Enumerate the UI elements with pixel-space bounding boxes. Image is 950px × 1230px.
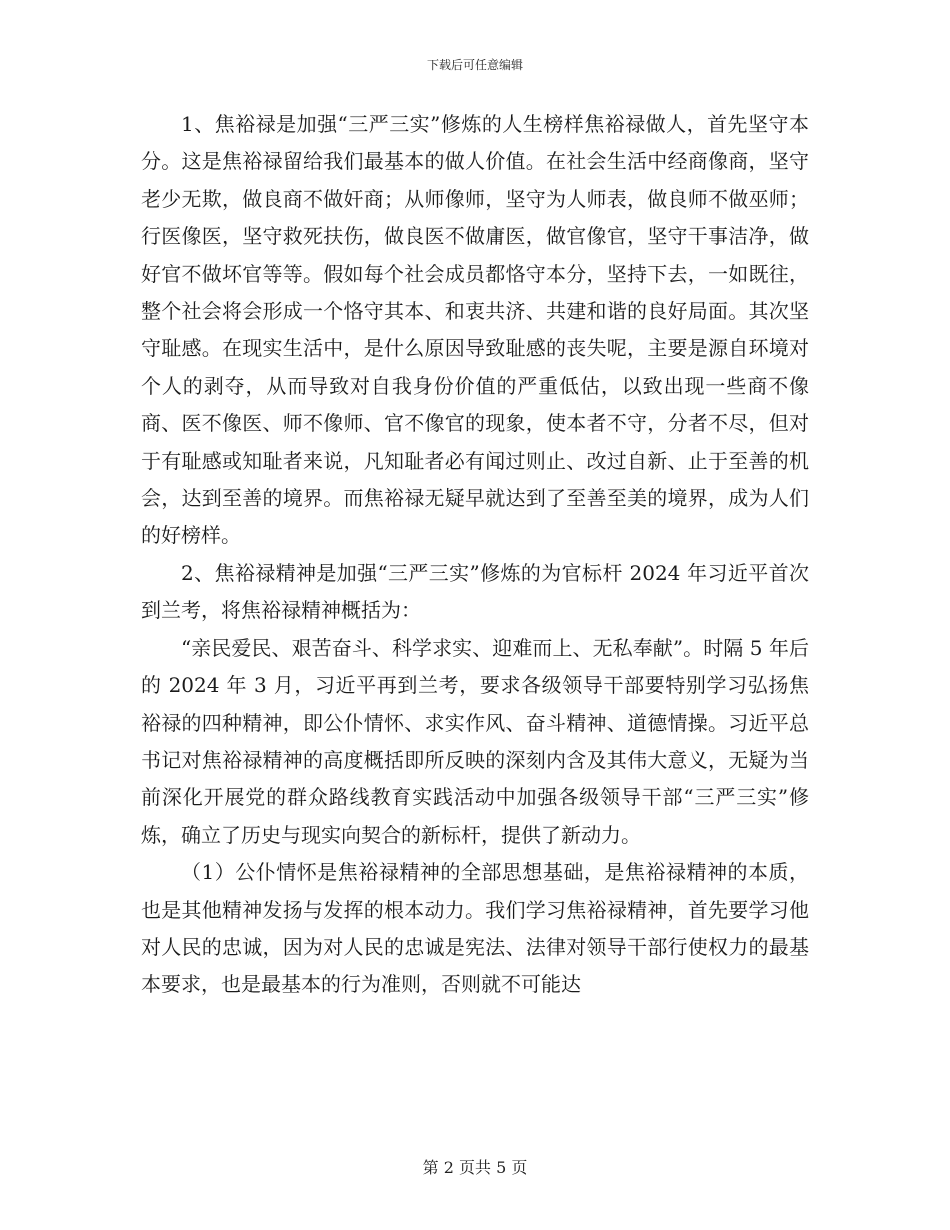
paragraph-3: “亲民爱民、艰苦奋斗、科学求实、迎难而上、无私奉献”。时隔 5 年后的 2024 年 3 月，习近平再到兰考，要求各级领导干部要特别学习弘扬焦裕禄的四种精神，即公仆情怀、求实作风、奋斗精神、道德情操。习近平总书记对焦裕禄精神的高度概括即所反映的深刻内含及其伟大意义，无疑为当前深化开展党的群众路线教育实践活动中加强各级领导干部“三严三实”修炼，确立了历史与现实向契合的新标杆，提供了新动力。: [141, 635, 809, 847]
document-body: [141, 106, 809, 1004]
paragraph-4: （1）公仆情怀是焦裕禄精神的全部思想基础，是焦裕禄精神的本质，也是其他精神发扬与发挥的根本动力。我们学习焦裕禄精神，首先要学习他对人民的忠诚，因为对人民的忠诚是宪法、法律对领导干部行使权力的最基本要求，也是最基本的行为准则，否则就不可能达: [141, 860, 809, 997]
page-header: 下载后可任意编辑: [426, 58, 523, 72]
page-number: 第 2 页共 5 页: [422, 1158, 528, 1177]
paragraph-1: 1、焦裕禄是加强“三严三实”修炼的人生榜样焦裕禄做人，首先坚守本分。这是焦裕禄留给我们最基本的做人价值。在社会生活中经商像商，坚守老少无欺，做良商不做奸商；从师像师，坚守为人师表，做良师不做巫师；行医像医，坚守救死扶伤，做良医不做庸医，做官像官，坚守干事洁净，做好官不做坏官等等。假如每个社会成员都恪守本分，坚持下去，一如既往，整个社会将会形成一个恪守其本、和衷共济、共建和谐的良好局面。其次坚守耻感。在现实生活中，是什么原因导致耻感的丧失呢，主要是源自环境对个人的剥夺，从而导致对自我身份价值的严重低估，以致出现一些商不像商、医不像医、师不像师、官不像官的现象，使本者不守，分者不尽，但对于有耻感或知耻者来说，凡知耻者必有闻过则止、改过自新、止于至善的机会，达到至善的境界。而焦裕禄无疑早就达到了至善至美的境界，成为人们的好榜样。: [141, 112, 809, 548]
paragraph-2: 2、焦裕禄精神是加强“三严三实”修炼的为官标杆 2024 年习近平首次到兰考，将焦裕禄精神概括为：: [141, 560, 809, 623]
